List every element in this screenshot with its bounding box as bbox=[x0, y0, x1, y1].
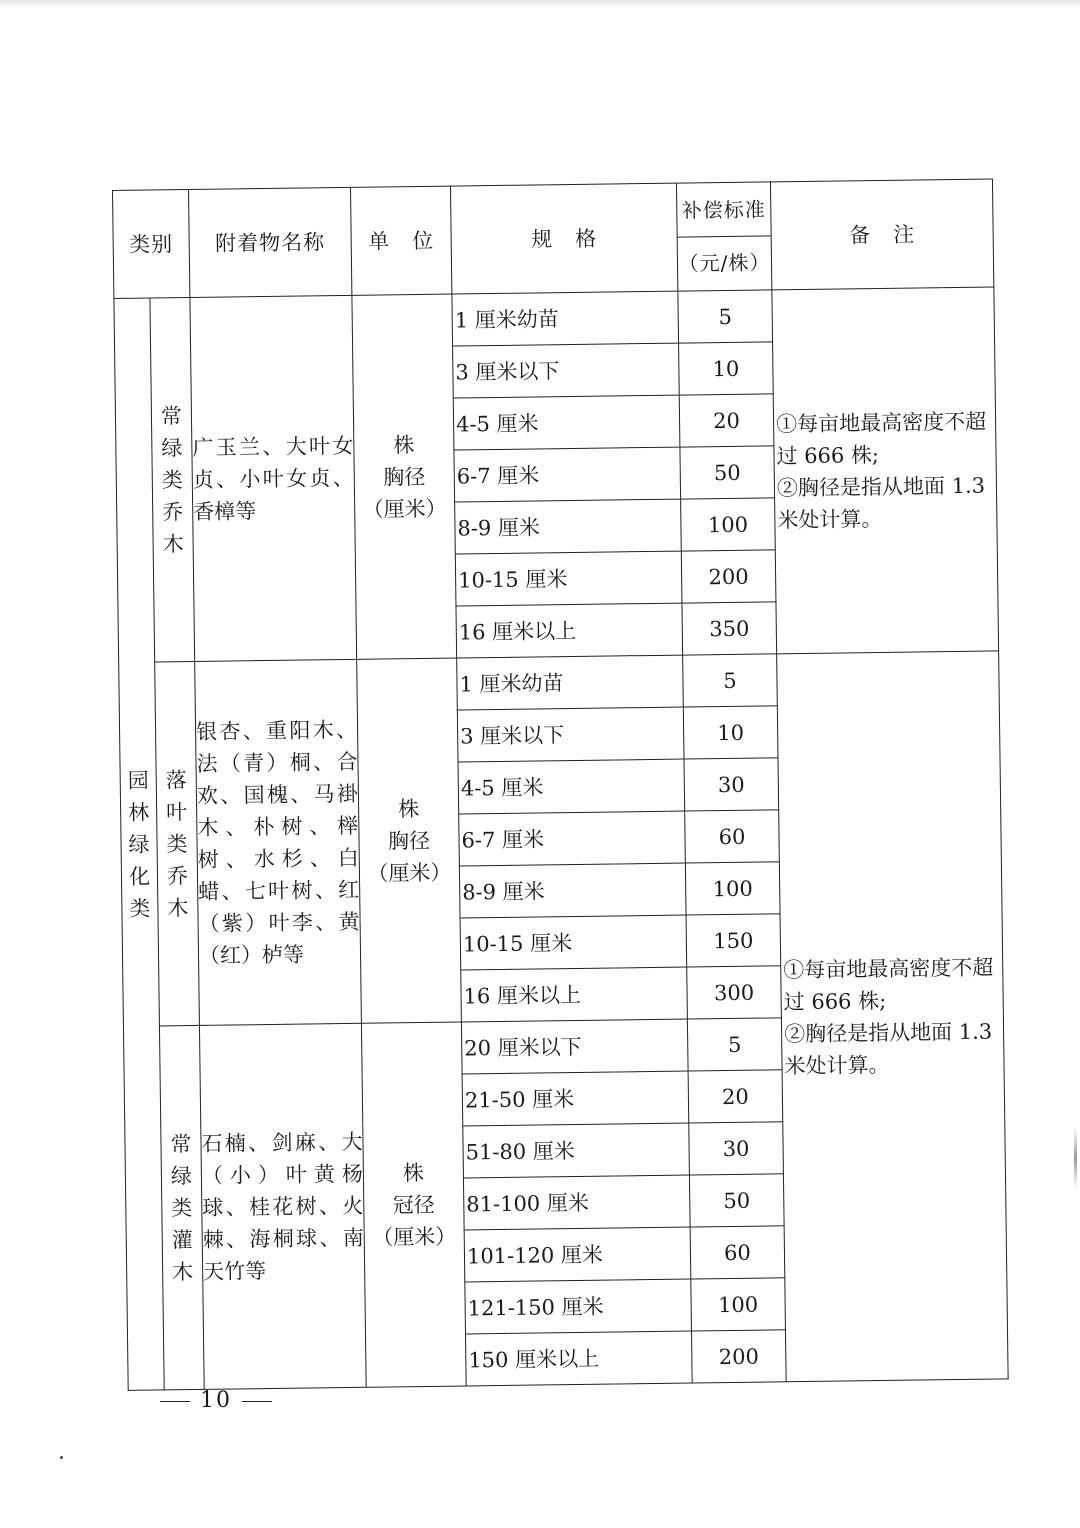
price-cell: 60 bbox=[690, 1226, 785, 1279]
price-cell: 10 bbox=[679, 342, 774, 395]
header-name: 附着物名称 bbox=[188, 187, 351, 297]
price-cell: 5 bbox=[678, 290, 773, 343]
price-cell: 300 bbox=[687, 966, 782, 1019]
page-dash-right bbox=[242, 1401, 272, 1402]
unit-cell: 株 胸径 （厘米） bbox=[352, 294, 457, 659]
header-standard-title: 补偿标准 bbox=[677, 193, 771, 237]
plant-names-cell: 石楠、剑麻、大（小）叶黄杨球、桂花树、火棘、海桐球、南天竹等 bbox=[199, 1023, 366, 1389]
price-cell: 100 bbox=[691, 1278, 786, 1331]
price-cell: 150 bbox=[686, 914, 781, 967]
spec-cell: 8-9 厘米 bbox=[455, 499, 682, 554]
unit-cell: 株 冠径 （厘米） bbox=[361, 1022, 466, 1387]
spec-cell: 150 厘米以上 bbox=[466, 1331, 693, 1386]
remark-line: ②胸径是指从地面 1.3 米处计算。 bbox=[783, 1019, 993, 1078]
price-cell: 20 bbox=[679, 394, 774, 447]
price-cell: 50 bbox=[689, 1174, 784, 1227]
table-row bbox=[119, 651, 1000, 715]
spec-cell: 6-7 厘米 bbox=[459, 811, 686, 866]
subcategory-cell bbox=[159, 1025, 204, 1389]
price-cell: 100 bbox=[685, 862, 780, 915]
spec-cell: 3 厘米以下 bbox=[457, 707, 684, 762]
header-unit: 单 位 bbox=[350, 186, 451, 295]
price-cell: 5 bbox=[683, 654, 778, 707]
spec-cell: 51-80 厘米 bbox=[463, 1123, 690, 1178]
page-number-text: 10 bbox=[200, 1388, 232, 1413]
subcategory-label: 常绿类乔木 bbox=[160, 403, 184, 556]
subcategory-cell bbox=[155, 661, 200, 1025]
price-cell: 350 bbox=[682, 602, 777, 655]
spec-cell: 81-100 厘米 bbox=[463, 1175, 690, 1230]
table-header-row bbox=[113, 179, 994, 299]
spec-cell: 4-5 厘米 bbox=[453, 395, 680, 450]
header-standard-unit: （元/株） bbox=[678, 250, 771, 276]
header-category: 类别 bbox=[113, 189, 190, 298]
scan-speck bbox=[60, 1456, 63, 1459]
spec-cell: 10-15 厘米 bbox=[455, 551, 682, 606]
spec-cell: 8-9 厘米 bbox=[459, 863, 686, 918]
plant-names-cell: 银杏、重阳木、法（青）桐、合欢、国槐、马褂木、朴树、榉树、水杉、白蜡、七叶树、红（紫）叶李、黄（红）栌等 bbox=[195, 659, 362, 1025]
spec-cell: 10-15 厘米 bbox=[460, 915, 687, 970]
price-cell: 60 bbox=[685, 810, 780, 863]
spec-cell: 121-150 厘米 bbox=[465, 1279, 692, 1334]
header-remark: 备 注 bbox=[770, 179, 993, 290]
spec-cell: 101-120 厘米 bbox=[464, 1227, 691, 1282]
plant-names-cell: 广玉兰、大叶女贞、小叶女贞、香樟等 bbox=[190, 295, 357, 661]
scan-edge-mark bbox=[1074, 1128, 1077, 1188]
subcategory-cell bbox=[150, 297, 195, 661]
remark-cell bbox=[772, 287, 999, 654]
spec-cell: 1 厘米幼苗 bbox=[452, 291, 679, 346]
price-cell: 10 bbox=[683, 706, 778, 759]
price-cell: 200 bbox=[691, 1330, 786, 1383]
spec-cell: 4-5 厘米 bbox=[458, 759, 685, 814]
subcategory-label: 落叶类乔木 bbox=[165, 767, 189, 920]
price-cell: 30 bbox=[689, 1122, 784, 1175]
remark-line: ①每亩地最高密度不超过 666 株; bbox=[775, 409, 987, 468]
page-dash-left bbox=[160, 1401, 190, 1402]
remark-line: ②胸径是指从地面 1.3 米处计算。 bbox=[776, 473, 986, 532]
spec-cell: 6-7 厘米 bbox=[454, 447, 681, 502]
remark-cell bbox=[777, 651, 1009, 1382]
subcategory-label: 常绿类灌木 bbox=[170, 1131, 194, 1284]
price-cell: 30 bbox=[684, 758, 779, 811]
price-cell: 50 bbox=[680, 446, 775, 499]
spec-cell: 16 厘米以上 bbox=[456, 603, 683, 658]
spec-cell: 1 厘米幼苗 bbox=[457, 655, 684, 710]
header-standard bbox=[676, 182, 771, 291]
price-cell: 20 bbox=[688, 1070, 783, 1123]
main-category-label: 园林绿化类 bbox=[127, 768, 151, 921]
price-cell: 200 bbox=[681, 550, 776, 603]
table-row bbox=[114, 287, 995, 351]
spec-cell: 16 厘米以上 bbox=[461, 967, 688, 1022]
remark-line: ①每亩地最高密度不超过 666 株; bbox=[783, 955, 994, 1014]
header-spec: 规 格 bbox=[450, 183, 677, 294]
page-number bbox=[150, 1388, 282, 1413]
price-cell: 100 bbox=[681, 498, 776, 551]
spec-cell: 21-50 厘米 bbox=[462, 1071, 689, 1126]
spec-cell: 3 厘米以下 bbox=[453, 343, 680, 398]
spec-cell: 20 厘米以下 bbox=[461, 1019, 688, 1074]
unit-cell: 株 胸径 （厘米） bbox=[357, 658, 462, 1023]
compensation-table bbox=[112, 178, 1009, 1390]
price-cell: 5 bbox=[687, 1018, 782, 1071]
